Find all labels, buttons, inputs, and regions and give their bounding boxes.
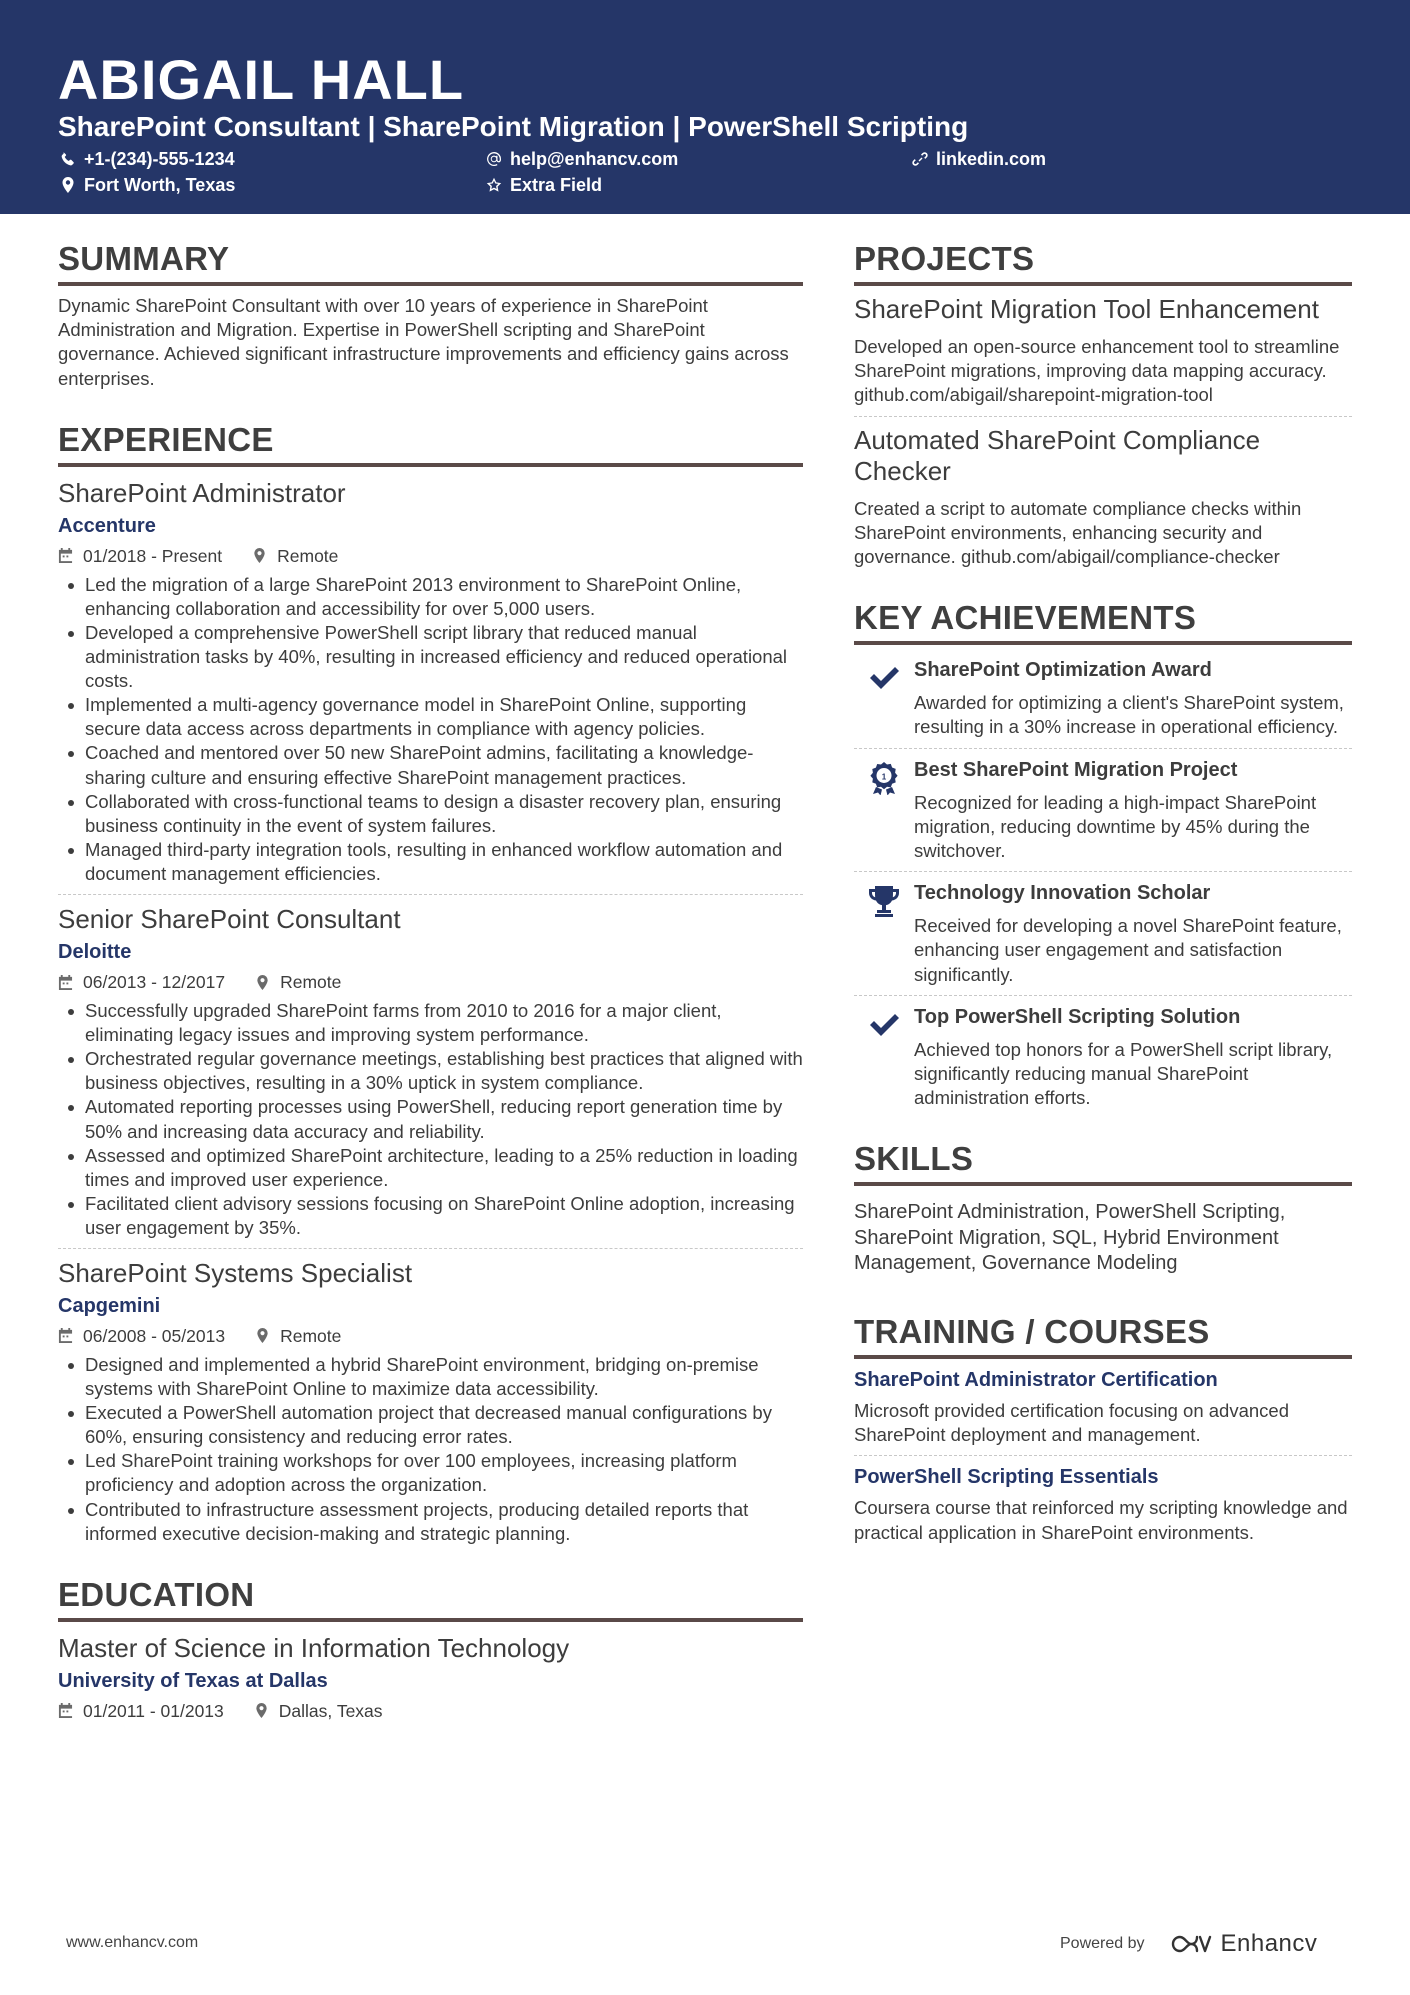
job-meta <box>58 971 803 993</box>
divider <box>854 1455 1352 1456</box>
bullet-item: Assessed and optimized SharePoint architecture, leading to a 25% reduction in loading times and improved user experience. <box>58 1144 803 1192</box>
course-description: Coursera course that reinforced my scripting knowledge and practical application in SharePoint environments. <box>854 1497 1348 1543</box>
school-name: University of Texas at Dallas <box>58 1669 328 1692</box>
job-location: Remote <box>280 972 342 993</box>
job-entry <box>58 903 803 1240</box>
brand-logo[interactable] <box>1169 1930 1318 1958</box>
job-title: SharePoint Administrator <box>58 477 346 508</box>
email-text: help@enhancv.com <box>510 149 679 169</box>
checkmark-icon <box>867 1008 901 1042</box>
trophy-icon <box>867 884 901 918</box>
checkmark-icon <box>867 661 901 695</box>
calendar-icon <box>58 1703 73 1718</box>
achievement-title: Technology Innovation Scholar <box>914 882 1211 905</box>
achievement-item <box>854 1004 1352 1111</box>
location-pin-icon <box>255 975 270 990</box>
powered-by-text: Powered by <box>1060 1935 1145 1952</box>
job-bullets <box>58 1353 803 1546</box>
bullet-item: Implemented a multi-agency governance model in SharePoint Online, supporting secure data access across departments in compliance with agency policies. <box>58 693 803 741</box>
achievement-item <box>854 757 1352 864</box>
experience-heading: EXPERIENCE <box>58 421 803 467</box>
extra-field-text: Extra Field <box>510 175 603 195</box>
project-title: Automated SharePoint Compliance Checker <box>854 424 1261 486</box>
education-dates: 01/2011 - 01/2013 <box>83 1700 224 1721</box>
education-entry <box>58 1632 803 1722</box>
job-entry <box>58 1257 803 1546</box>
left-column <box>58 240 803 1722</box>
course-entry <box>854 1367 1352 1447</box>
job-title: Senior SharePoint Consultant <box>58 904 401 935</box>
project-entry <box>854 425 1352 570</box>
resume-header <box>0 0 1410 214</box>
at-icon <box>486 151 502 167</box>
course-entry <box>854 1464 1352 1544</box>
location-pin-icon <box>252 548 267 563</box>
bullet-item: Executed a PowerShell automation project that decreased manual configurations by 60%, ensuring consistency and reducing error rates. <box>58 1401 803 1449</box>
calendar-icon <box>58 1328 73 1343</box>
location-pin-icon <box>254 1703 269 1718</box>
bullet-item: Led SharePoint training workshops for over 100 employees, increasing platform proficiency and adoption across the organization. <box>58 1449 803 1497</box>
footer-website[interactable]: www.enhancv.com <box>66 1934 199 1951</box>
achievement-text: Recognized for leading a high-impact SharePoint migration, reducing downtime by 45% during the switchover. <box>914 791 1317 862</box>
divider <box>854 416 1352 417</box>
job-meta <box>58 1325 803 1347</box>
brand-name: Enhancv <box>1220 1930 1318 1957</box>
bullet-item: Orchestrated regular governance meetings, establishing best practices that aligned with business objectives, resulting in a 30% uptick in system compliance. <box>58 1047 803 1095</box>
contact-linkedin <box>912 148 1046 170</box>
location-pin-icon <box>255 1328 270 1343</box>
summary-heading: SUMMARY <box>58 240 803 286</box>
contact-phone <box>60 148 235 170</box>
project-description: Developed an open-source enhancement tool to streamline SharePoint migrations, improving data mapping accuracy. github.com/abigail/sharepoint-migration-tool <box>854 336 1340 406</box>
projects-heading: PROJECTS <box>854 240 1352 286</box>
achievement-text: Received for developing a novel SharePoint feature, enhancing user engagement and satisfaction significantly. <box>914 915 1342 985</box>
footer-branding <box>1060 1930 1317 1958</box>
job-title: SharePoint Systems Specialist <box>58 1257 413 1288</box>
education-location: Dallas, Texas <box>278 1700 383 1721</box>
summary-text: Dynamic SharePoint Consultant with over 10 years of experience in SharePoint Administration and Migration. Expertise in PowerShell scripting and SharePoint governance. Achieved significant infrastructure improvements and efficiency gains across enterprises. <box>58 295 789 389</box>
skills-text: SharePoint Administration, PowerShell Scripting, SharePoint Migration, SQL, Hybrid Environment Management, Governance Modeling <box>854 1201 1286 1275</box>
project-description: Created a script to automate compliance checks within SharePoint environments, enhancing security and governance. github.com/abigail/compliance-checker <box>854 497 1302 568</box>
company-name: Capgemini <box>58 1294 161 1317</box>
job-bullets <box>58 999 803 1240</box>
project-entry <box>854 294 1352 408</box>
achievement-item <box>854 880 1352 987</box>
achievement-title: Best SharePoint Migration Project <box>914 758 1238 781</box>
bullet-item: Successfully upgraded SharePoint farms from 2010 to 2016 for a major client, eliminating legacy issues and improving system performance. <box>58 999 803 1047</box>
skills-heading: SKILLS <box>854 1140 1352 1186</box>
link-icon <box>912 151 928 167</box>
bullet-item: Developed a comprehensive PowerShell script library that reduced manual administration tasks by 40%, resulting in increased efficiency and reduced operational costs. <box>58 621 803 693</box>
education-meta <box>58 1700 803 1722</box>
phone-text: +1-(234)-555-1234 <box>84 149 235 169</box>
bullet-item: Facilitated client advisory sessions focusing on SharePoint Online adoption, increasing user engagement by 35%. <box>58 1192 803 1240</box>
course-title: SharePoint Administrator Certification <box>854 1368 1218 1391</box>
calendar-icon <box>58 975 73 990</box>
divider <box>58 894 803 895</box>
achievement-title: Top PowerShell Scripting Solution <box>914 1005 1241 1028</box>
job-location: Remote <box>277 545 339 566</box>
linkedin-text: linkedin.com <box>936 149 1047 169</box>
right-column <box>854 240 1352 1545</box>
location-pin-icon <box>60 177 76 193</box>
divider <box>854 871 1352 872</box>
job-dates: 01/2018 - Present <box>83 545 223 566</box>
achievement-text: Achieved top honors for a PowerShell script library, significantly reducing manual SharePoint administration efforts. <box>914 1038 1333 1109</box>
training-heading: TRAINING / COURSES <box>854 1313 1352 1359</box>
achievements-heading: KEY ACHIEVEMENTS <box>854 599 1352 645</box>
location-text: Fort Worth, Texas <box>84 175 236 195</box>
svg-text:1: 1 <box>881 772 887 782</box>
job-meta <box>58 545 803 567</box>
divider <box>58 1248 803 1249</box>
bullet-item: Automated reporting processes using PowerShell, reducing report generation time by 50% and increasing data accuracy and reliability. <box>58 1095 803 1143</box>
bullet-item: Led the migration of a large SharePoint 2013 environment to SharePoint Online, enhancing collaboration and accessibility for over 5,000 users. <box>58 573 803 621</box>
contact-email <box>486 148 678 170</box>
phone-icon <box>60 151 76 167</box>
bullet-item: Designed and implemented a hybrid SharePoint environment, bridging on-premise systems with SharePoint Online to maximize data accessibility. <box>58 1353 803 1401</box>
bullet-item: Contributed to infrastructure assessment projects, producing detailed reports that informed executive decision-making and strategic planning. <box>58 1498 803 1546</box>
candidate-headline: SharePoint Consultant | SharePoint Migration | PowerShell Scripting <box>58 111 969 142</box>
company-name: Accenture <box>58 514 156 537</box>
job-location: Remote <box>280 1325 342 1346</box>
achievement-item <box>854 657 1352 739</box>
degree-title: Master of Science in Information Technology <box>58 1632 570 1663</box>
job-dates: 06/2013 - 12/2017 <box>83 972 226 993</box>
bullet-item: Coached and mentored over 50 new SharePoint admins, facilitating a knowledge-sharing culture and ensuring effective SharePoint management practices. <box>58 741 803 789</box>
contact-location <box>60 174 235 196</box>
enhancv-logo-icon <box>1169 1933 1213 1955</box>
course-title: PowerShell Scripting Essentials <box>854 1466 1159 1489</box>
job-entry <box>58 477 803 886</box>
bullet-item: Managed third-party integration tools, resulting in enhanced workflow automation and document management efficiencies. <box>58 838 803 886</box>
course-description: Microsoft provided certification focusing on advanced SharePoint deployment and management. <box>854 1399 1289 1446</box>
project-title: SharePoint Migration Tool Enhancement <box>854 294 1319 324</box>
job-dates: 06/2008 - 05/2013 <box>83 1325 226 1346</box>
achievement-text: Awarded for optimizing a client's SharePoint system, resulting in a 30% increase in operational efficiency. <box>914 692 1344 738</box>
candidate-name: ABIGAIL HALL <box>58 48 465 111</box>
contact-extra <box>486 174 602 196</box>
company-name: Deloitte <box>58 941 132 964</box>
star-icon <box>486 177 502 193</box>
divider <box>854 748 1352 749</box>
divider <box>854 995 1352 996</box>
achievement-title: SharePoint Optimization Award <box>914 659 1212 682</box>
calendar-icon <box>58 548 73 563</box>
education-heading: EDUCATION <box>58 1576 803 1622</box>
bullet-item: Collaborated with cross-functional teams to design a disaster recovery plan, ensuring business continuity in the event of system failures. <box>58 790 803 838</box>
job-bullets <box>58 573 803 886</box>
award-badge-icon <box>867 761 901 795</box>
